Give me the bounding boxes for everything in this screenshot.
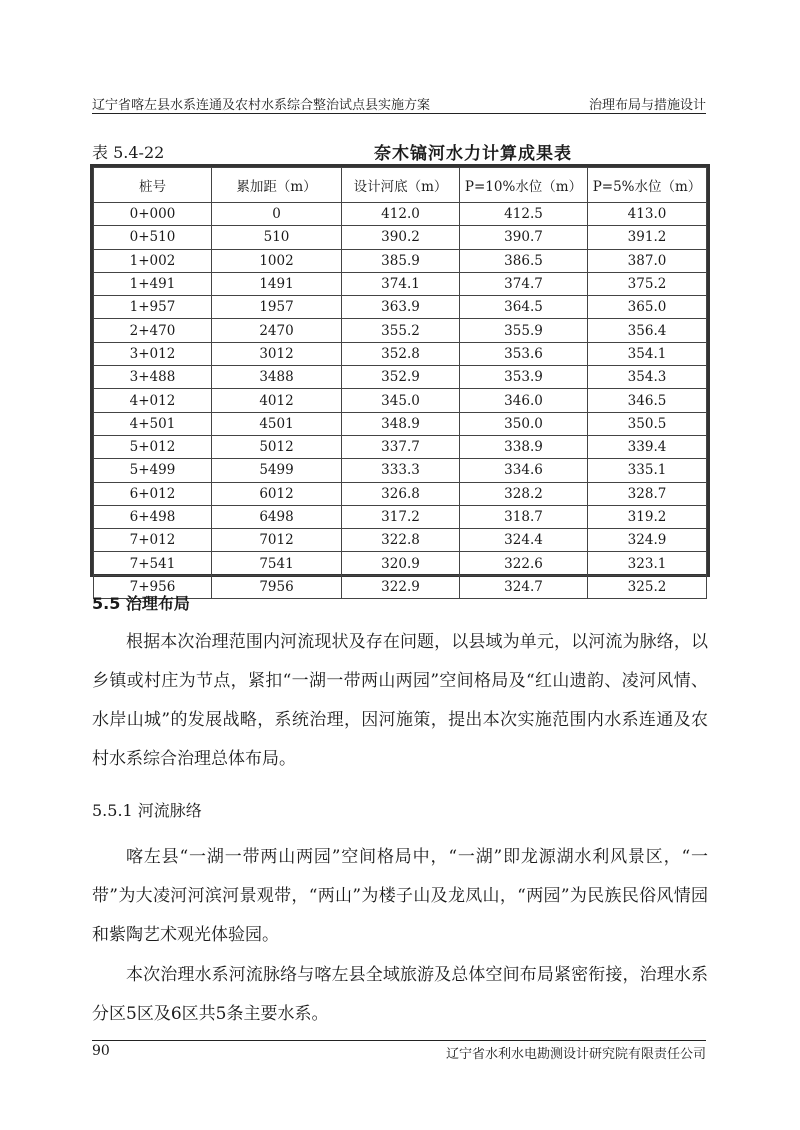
page-footer bbox=[92, 1043, 706, 1063]
table-row bbox=[94, 389, 707, 412]
table-cell: 333.3 bbox=[342, 459, 460, 482]
table-cell: 4012 bbox=[212, 389, 342, 412]
paragraph-spatial-pattern: 喀左县“一湖一带两山两园”空间格局中，“一湖”即龙源湖水利风景区，“一带”为大凌河河滨河景观带，“两山”为楼子山及龙凤山，“两园”为民族民俗风情园和紫陶艺术观光体验园。 bbox=[92, 847, 708, 945]
table-cell: 6+498 bbox=[94, 505, 212, 528]
table-cell: 335.1 bbox=[588, 459, 707, 482]
table-cell: 412.0 bbox=[342, 203, 460, 226]
table-cell: 1002 bbox=[212, 249, 342, 272]
table-cell: 2+470 bbox=[94, 319, 212, 342]
table-cell: 339.4 bbox=[588, 435, 707, 458]
table-cell: 363.9 bbox=[342, 296, 460, 319]
table-cell: 365.0 bbox=[588, 296, 707, 319]
table-cell: 510 bbox=[212, 226, 342, 249]
table-cell: 322.8 bbox=[342, 529, 460, 552]
header-chapter-title: 治理布局与措施设计 bbox=[588, 98, 706, 113]
table-cell: 386.5 bbox=[460, 249, 588, 272]
section-heading: 5.5 治理布局 bbox=[92, 594, 190, 613]
table-cell: 354.1 bbox=[588, 342, 707, 365]
table-cell: 324.4 bbox=[460, 529, 588, 552]
table-cell: 323.1 bbox=[588, 552, 707, 575]
table-row bbox=[94, 203, 707, 226]
paragraph-river-systems: 本次治理水系河流脉络与喀左县全域旅游及总体空间布局紧密衔接，治理水系分区5区及6区共5条主要水系。 bbox=[92, 965, 708, 1024]
table-cell: 325.2 bbox=[588, 575, 707, 598]
column-header: 设计河底（m） bbox=[342, 168, 460, 203]
table-cell: 5+012 bbox=[94, 435, 212, 458]
table-cell: 7+541 bbox=[94, 552, 212, 575]
table-row bbox=[94, 505, 707, 528]
column-header: 累加距（m） bbox=[212, 168, 342, 203]
hydraulic-results-table bbox=[90, 164, 710, 595]
table-cell: 375.2 bbox=[588, 272, 707, 295]
column-header: P=5%水位（m） bbox=[588, 168, 707, 203]
table-cell: 318.7 bbox=[460, 505, 588, 528]
table-cell: 3+488 bbox=[94, 366, 212, 389]
table-cell: 374.7 bbox=[460, 272, 588, 295]
table-cell: 3+012 bbox=[94, 342, 212, 365]
table-row bbox=[94, 482, 707, 505]
table-row bbox=[94, 226, 707, 249]
table-cell: 319.2 bbox=[588, 505, 707, 528]
table-header-row bbox=[94, 168, 707, 203]
table-cell: 7+012 bbox=[94, 529, 212, 552]
table-cell: 328.7 bbox=[588, 482, 707, 505]
table-cell: 352.8 bbox=[342, 342, 460, 365]
column-header: P=10%水位（m） bbox=[460, 168, 588, 203]
header-divider bbox=[92, 113, 706, 114]
table-cell: 354.3 bbox=[588, 366, 707, 389]
table-body bbox=[94, 203, 707, 599]
table-cell: 355.2 bbox=[342, 319, 460, 342]
table-cell: 0+000 bbox=[94, 203, 212, 226]
paragraph-layout-overview: 根据本次治理范围内河流现状及存在问题，以县域为单元，以河流为脉络，以乡镇或村庄为节点，紧扣“一湖一带两山两园”空间格局及“红山遗韵、凌河风情、水岸山城”的发展战略，系统治理，因河施策，提出本次实施范围内水系连通及农村水系综合治理总体布局。 bbox=[92, 632, 708, 769]
table-cell: 322.9 bbox=[342, 575, 460, 598]
table-number: 表 5.4-22 bbox=[92, 143, 165, 162]
table-cell: 352.9 bbox=[342, 366, 460, 389]
table-cell: 348.9 bbox=[342, 412, 460, 435]
table-cell: 390.2 bbox=[342, 226, 460, 249]
table-cell: 390.7 bbox=[460, 226, 588, 249]
table-cell: 364.5 bbox=[460, 296, 588, 319]
table-cell: 5012 bbox=[212, 435, 342, 458]
table-row bbox=[94, 412, 707, 435]
table-row bbox=[94, 435, 707, 458]
table-row bbox=[94, 319, 707, 342]
table-cell: 337.7 bbox=[342, 435, 460, 458]
table-row bbox=[94, 529, 707, 552]
table-title: 奈木镐河水力计算成果表 bbox=[374, 144, 572, 164]
table-cell: 353.6 bbox=[460, 342, 588, 365]
table-caption bbox=[92, 140, 706, 164]
table-cell: 4501 bbox=[212, 412, 342, 435]
table-cell: 320.9 bbox=[342, 552, 460, 575]
table-cell: 346.5 bbox=[588, 389, 707, 412]
table-cell: 1+957 bbox=[94, 296, 212, 319]
table-cell: 4+012 bbox=[94, 389, 212, 412]
table-cell: 338.9 bbox=[460, 435, 588, 458]
table-cell: 345.0 bbox=[342, 389, 460, 412]
table-cell: 350.0 bbox=[460, 412, 588, 435]
table-cell: 1+491 bbox=[94, 272, 212, 295]
table-cell: 346.0 bbox=[460, 389, 588, 412]
subsection-heading: 5.5.1 河流脉络 bbox=[92, 801, 202, 820]
column-header: 桩号 bbox=[94, 168, 212, 203]
table-cell: 4+501 bbox=[94, 412, 212, 435]
table-row bbox=[94, 459, 707, 482]
table-row bbox=[94, 552, 707, 575]
table-cell: 7541 bbox=[212, 552, 342, 575]
table-cell: 2470 bbox=[212, 319, 342, 342]
table-cell: 324.9 bbox=[588, 529, 707, 552]
table-cell: 385.9 bbox=[342, 249, 460, 272]
table-cell: 3012 bbox=[212, 342, 342, 365]
table-cell: 0 bbox=[212, 203, 342, 226]
table-cell: 317.2 bbox=[342, 505, 460, 528]
table-cell: 7012 bbox=[212, 529, 342, 552]
table-cell: 412.5 bbox=[460, 203, 588, 226]
table-cell: 374.1 bbox=[342, 272, 460, 295]
table-row bbox=[94, 249, 707, 272]
table-cell: 7+956 bbox=[94, 575, 212, 598]
table-cell: 353.9 bbox=[460, 366, 588, 389]
table-cell: 356.4 bbox=[588, 319, 707, 342]
table-row bbox=[94, 296, 707, 319]
table-cell: 6498 bbox=[212, 505, 342, 528]
table-cell: 7956 bbox=[212, 575, 342, 598]
table-cell: 322.6 bbox=[460, 552, 588, 575]
table-cell: 1+002 bbox=[94, 249, 212, 272]
footer-divider bbox=[92, 1040, 706, 1041]
table-cell: 350.5 bbox=[588, 412, 707, 435]
table-cell: 1491 bbox=[212, 272, 342, 295]
table-cell: 413.0 bbox=[588, 203, 707, 226]
header-document-title: 辽宁省喀左县水系连通及农村水系综合整治试点县实施方案 bbox=[92, 98, 431, 113]
table-cell: 328.2 bbox=[460, 482, 588, 505]
table-cell: 324.7 bbox=[460, 575, 588, 598]
table-cell: 355.9 bbox=[460, 319, 588, 342]
table-cell: 326.8 bbox=[342, 482, 460, 505]
table-cell: 5499 bbox=[212, 459, 342, 482]
table-cell: 387.0 bbox=[588, 249, 707, 272]
table-row bbox=[94, 342, 707, 365]
table-cell: 1957 bbox=[212, 296, 342, 319]
table-cell: 3488 bbox=[212, 366, 342, 389]
page-number: 90 bbox=[92, 1043, 110, 1059]
table-cell: 334.6 bbox=[460, 459, 588, 482]
table-cell: 391.2 bbox=[588, 226, 707, 249]
table-cell: 6+012 bbox=[94, 482, 212, 505]
table-row bbox=[94, 366, 707, 389]
table-cell: 0+510 bbox=[94, 226, 212, 249]
table-row bbox=[94, 272, 707, 295]
table-cell: 6012 bbox=[212, 482, 342, 505]
table-cell: 5+499 bbox=[94, 459, 212, 482]
footer-organization: 辽宁省水利水电勘测设计研究院有限责任公司 bbox=[445, 1047, 706, 1062]
